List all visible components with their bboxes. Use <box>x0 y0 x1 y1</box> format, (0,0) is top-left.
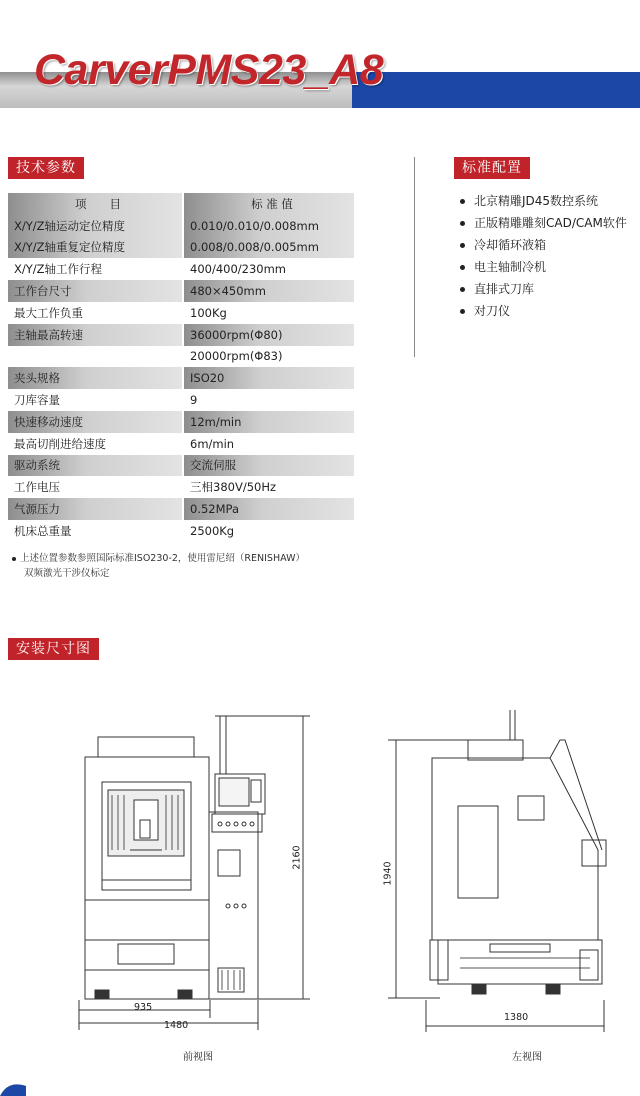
row-value: 20000rpm(Φ83) <box>183 346 354 368</box>
row-value: 100Kg <box>183 302 354 324</box>
list-item-label: 冷却循环液箱 <box>474 238 547 252</box>
header-blue-bar <box>352 72 640 108</box>
row-item: 最高切削进给速度 <box>14 436 106 451</box>
list-item <box>460 278 627 300</box>
row-value: 0.008/0.008/0.005mm <box>183 237 354 259</box>
table-row <box>8 280 354 302</box>
table-row <box>8 346 354 368</box>
side-height-label: 1940 <box>382 861 394 886</box>
spec-table <box>8 193 354 542</box>
row-value: 6m/min <box>183 433 354 455</box>
list-item-label: 正版精雕雕刻CAD/CAM软件 <box>474 216 627 230</box>
row-item: 主轴最高转速 <box>8 324 183 346</box>
side-view-caption: 左视图 <box>512 1052 542 1063</box>
list-item <box>460 190 627 212</box>
standard-config-list <box>460 190 627 322</box>
row-value: ISO20 <box>183 367 354 389</box>
row-value: 480×450mm <box>183 280 354 302</box>
footnote-text-1: 上述位置参数参照国际标准ISO230-2，使用雷尼绍（RENISHAW） <box>20 553 305 564</box>
footnote-text-2: 双频激光干涉仪标定 <box>24 568 110 579</box>
row-value: 0.52MPa <box>183 498 354 520</box>
bullet-icon <box>12 557 16 561</box>
row-item: 机床总重量 <box>14 523 72 538</box>
table-row <box>8 433 354 455</box>
row-item: X/Y/Z轴运动定位精度 <box>8 215 183 237</box>
list-item-label: 直排式刀库 <box>474 282 535 296</box>
standard-section-title: 标准配置 <box>454 157 530 179</box>
row-value: 400/400/230mm <box>183 258 354 280</box>
row-value: 0.010/0.010/0.008mm <box>183 215 354 237</box>
table-row <box>8 215 354 237</box>
row-value: 36000rpm(Φ80) <box>183 324 354 346</box>
header-band <box>0 0 640 150</box>
row-item: 工作台尺寸 <box>8 280 183 302</box>
front-height-label: 2160 <box>291 845 303 870</box>
side-width-label: 1380 <box>504 1012 529 1023</box>
bullet-icon <box>460 199 465 204</box>
footnote-line-1 <box>12 551 305 566</box>
row-item: 刀库容量 <box>14 393 60 408</box>
specs-section-title: 技术参数 <box>8 157 84 179</box>
bullet-icon <box>460 309 465 314</box>
row-item: 快速移动速度 <box>8 411 183 433</box>
list-item-label: 对刀仪 <box>474 304 511 318</box>
side-view-drawing <box>360 700 630 1040</box>
row-item: 驱动系统 <box>8 455 183 477</box>
header-value: 标 准 值 <box>183 193 354 215</box>
row-value: 三相380V/50Hz <box>183 476 354 498</box>
table-row <box>8 520 354 542</box>
row-value: 交流伺服 <box>183 455 354 477</box>
list-item <box>460 234 627 256</box>
row-item: X/Y/Z轴重复定位精度 <box>8 237 183 259</box>
row-value: 2500Kg <box>183 520 354 542</box>
header-item: 项 目 <box>8 193 183 215</box>
row-item: X/Y/Z轴工作行程 <box>14 262 103 277</box>
table-row <box>8 411 354 433</box>
table-row <box>8 455 354 477</box>
front-view-drawing <box>0 700 330 1040</box>
front-view-caption: 前视图 <box>183 1052 213 1063</box>
list-item <box>460 212 627 234</box>
row-item: 气源压力 <box>8 498 183 520</box>
footnote <box>12 551 305 581</box>
page-title: CarverPMS23_A8 <box>34 46 384 94</box>
row-item: 夹头规格 <box>8 367 183 389</box>
list-item <box>460 300 627 322</box>
column-divider <box>414 157 415 357</box>
bullet-icon <box>460 221 465 226</box>
row-item: 最大工作负重 <box>14 305 83 320</box>
front-width-partial-label: 935 <box>134 1002 153 1013</box>
table-row <box>8 476 354 498</box>
table-row <box>8 302 354 324</box>
table-row <box>8 389 354 411</box>
table-row <box>8 367 354 389</box>
bullet-icon <box>460 287 465 292</box>
bullet-icon <box>460 243 465 248</box>
table-row <box>8 324 354 346</box>
row-item: 工作电压 <box>14 480 60 495</box>
list-item-label: 北京精雕JD45数控系统 <box>474 194 599 208</box>
row-value: 12m/min <box>183 411 354 433</box>
install-section-title: 安装尺寸图 <box>8 638 99 660</box>
table-row <box>8 498 354 520</box>
list-item <box>460 256 627 278</box>
table-row <box>8 258 354 280</box>
row-item <box>8 346 183 368</box>
spec-table-header <box>8 193 354 215</box>
table-row <box>8 237 354 259</box>
front-width-total-label: 1480 <box>164 1020 189 1031</box>
corner-logo-icon <box>0 1080 26 1096</box>
bullet-icon <box>460 265 465 270</box>
list-item-label: 电主轴制冷机 <box>474 260 547 274</box>
row-value: 9 <box>183 389 354 411</box>
